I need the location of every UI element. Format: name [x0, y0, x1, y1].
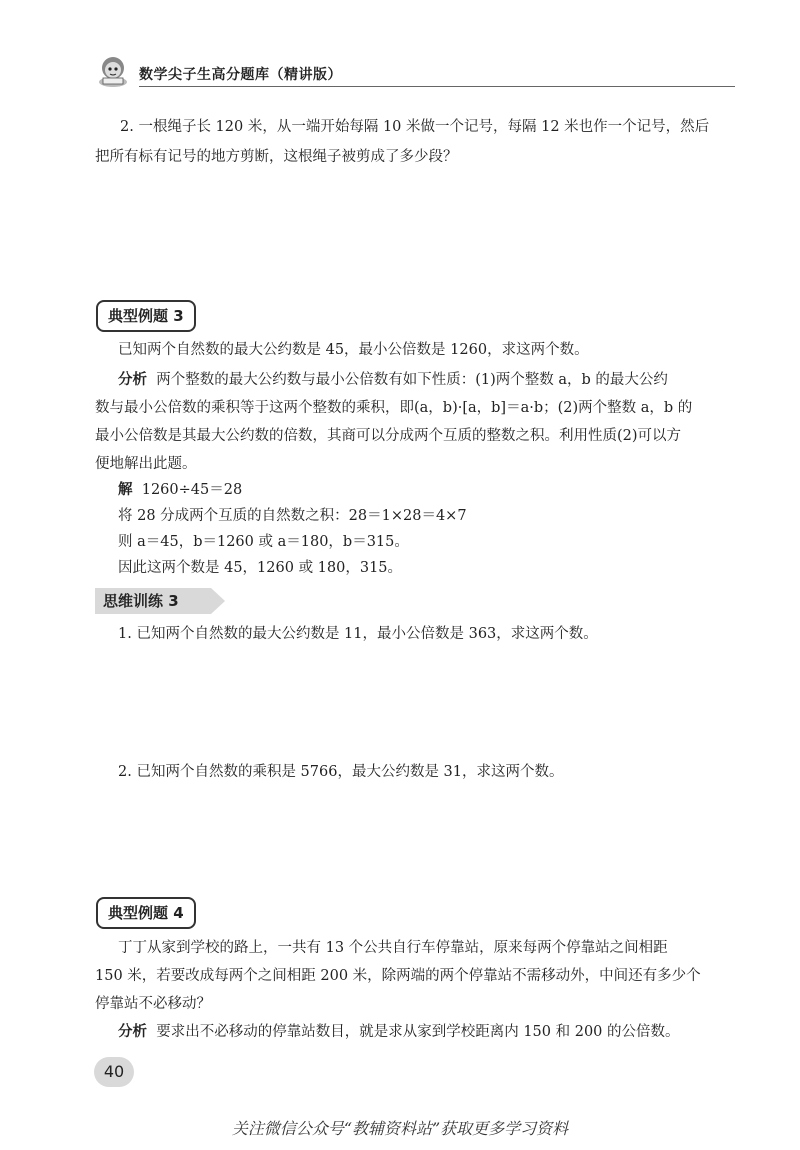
analysis-text: 两个整数的最大公约数与最小公倍数有如下性质：(1)两个整数 a，b 的最大公约 — [156, 372, 668, 388]
example-4-analysis — [118, 1022, 680, 1042]
training-3-q1: 1. 已知两个自然数的最大公约数是 11，最小公倍数是 363，求这两个数。 — [118, 626, 598, 642]
header-rule — [139, 86, 735, 87]
example-3-question: 已知两个自然数的最大公约数是 45，最小公倍数是 1260，求这两个数。 — [118, 342, 589, 358]
training-3-q2: 2. 已知两个自然数的乘积是 5766，最大公约数是 31，求这两个数。 — [118, 764, 564, 780]
solution-label: 解 — [118, 482, 133, 498]
page-header — [95, 52, 735, 92]
ribbon-arrow-icon — [211, 588, 225, 614]
example-3-solution-line4: 因此这两个数是 45，1260 或 180，315。 — [118, 560, 403, 576]
footer-note: 关注微信公众号“教辅资料站”获取更多学习资料 — [231, 1119, 569, 1138]
example-4-line1: 丁丁从家到学校的路上，一共有 13 个公共自行车停靠站，原来每两个停靠站之间相距 — [118, 940, 668, 956]
example-3-label: 典型例题 3 — [96, 300, 196, 332]
example-3-solution-line1 — [118, 480, 242, 500]
example-3-analysis-line4: 便地解出此题。 — [95, 456, 197, 472]
example-3-solution-line2: 将 28 分成两个互质的自然数之积：28＝1×28＝4×7 — [118, 508, 467, 524]
example-3-analysis-line1 — [118, 370, 668, 390]
example-4-line2: 150 米，若要改成每两个之间相距 200 米，除两端的两个停靠站不需移动外，中间还有多少个 — [95, 968, 701, 984]
training-3-label: 思维训练 3 — [95, 588, 211, 614]
book-title: 数学尖子生高分题库（精讲版） — [139, 67, 342, 83]
example-3-analysis-line2: 数与最小公倍数的乘积等于这两个整数的乘积，即(a，b)·[a，b]＝a·b；(2)两个整数 a，b 的 — [95, 400, 693, 416]
example-4-label: 典型例题 4 — [96, 897, 196, 929]
solution-text: 1260÷45＝28 — [141, 482, 243, 498]
analysis-label: 分析 — [118, 372, 147, 388]
problem-2-line1: 2. 一根绳子长 120 米，从一端开始每隔 10 米做一个记号，每隔 12 米也作一个记号，然后 — [120, 119, 710, 135]
example-4-line3: 停靠站不必移动？ — [95, 996, 211, 1012]
page-number: 40 — [94, 1057, 134, 1087]
mascot-logo-icon — [95, 52, 131, 88]
example-3-analysis-line3: 最小公倍数是其最大公约数的倍数，其商可以分成两个互质的整数之积。利用性质(2)可以方 — [95, 428, 682, 444]
problem-2-line2: 把所有标有记号的地方剪断，这根绳子被剪成了多少段？ — [95, 149, 458, 165]
analysis-text-4: 要求出不必移动的停靠站数目，就是求从家到学校距离内 150 和 200 的公倍数。 — [156, 1024, 680, 1040]
analysis-label-4: 分析 — [118, 1024, 147, 1040]
example-3-solution-line3: 则 a＝45，b＝1260 或 a＝180，b＝315。 — [118, 534, 409, 550]
